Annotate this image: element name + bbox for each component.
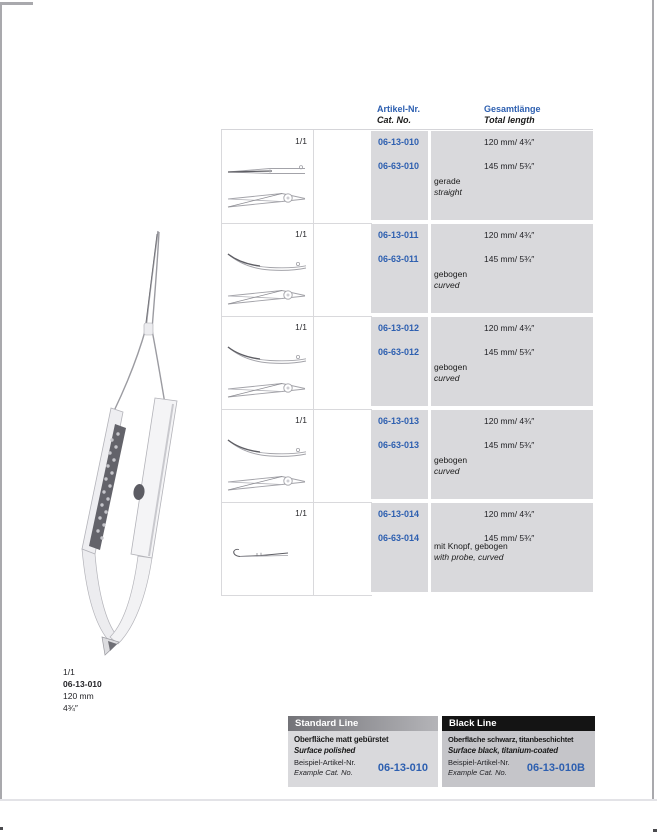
instrument-probe-curved-image (231, 544, 291, 562)
instrument-side-view-image (226, 378, 308, 402)
standard-line-box (288, 716, 438, 787)
standard-line-example-labels (294, 758, 356, 777)
catalog-number-secondary: 06-63-014 (378, 533, 420, 543)
black-line-body (442, 731, 595, 787)
caption-length-mm: 120 mm (63, 691, 94, 701)
variant-description (434, 176, 462, 198)
scale-label: 1/1 (295, 229, 307, 239)
scale-label: 1/1 (295, 322, 307, 332)
length-secondary: 145 mm/ 5¾″ (484, 440, 535, 450)
variant-description (434, 362, 467, 384)
instrument-tip-straight-image (226, 164, 308, 180)
table-row (221, 502, 593, 595)
length-primary: 120 mm/ 4¾″ (484, 509, 535, 519)
bottom-right-speck (653, 829, 657, 832)
catalog-number-primary: 06-13-013 (378, 416, 420, 426)
column-header-article-en: Cat. No. (377, 115, 412, 125)
bottom-left-speck (0, 827, 3, 830)
length-primary: 120 mm/ 4¾″ (484, 230, 535, 240)
product-caption (63, 666, 102, 714)
instrument-side-view-image (226, 285, 308, 309)
black-line-surface-en: Surface black, titanium-coated (448, 746, 558, 755)
scissors-product-image (55, 228, 195, 660)
variant-description (434, 541, 508, 563)
standard-line-body (288, 731, 438, 787)
caption-length-inch: 4¾″ (63, 703, 78, 713)
black-line-example-number: 06-13-010B (526, 761, 585, 774)
standard-line-example-number: 06-13-010 (377, 761, 428, 774)
column-header-article-de: Artikel-Nr. (377, 104, 421, 114)
standard-line-title: Standard Line (288, 716, 438, 731)
grid-line (221, 595, 372, 596)
black-line-example-row (448, 758, 589, 777)
length-secondary: 145 mm/ 5¾″ (484, 533, 535, 543)
standard-line-surface-de: Oberfläche matt gebürstet (294, 735, 389, 744)
example-label-de: Beispiel-Artikel-Nr. (448, 758, 510, 767)
length-secondary: 145 mm/ 5¾″ (484, 254, 535, 264)
length-primary: 120 mm/ 4¾″ (484, 416, 535, 426)
variant-description-de: gebogen (434, 455, 468, 465)
variant-description-de: mit Knopf, gebogen (434, 541, 508, 551)
product-table (221, 130, 593, 595)
variant-description-en: with probe, curved (434, 552, 504, 562)
caption-catalog-number: 06-13-010 (63, 679, 102, 689)
left-page-border (0, 2, 2, 801)
instrument-tip-curved-image (226, 344, 308, 366)
table-row (221, 223, 593, 316)
length-secondary: 145 mm/ 5¾″ (484, 347, 535, 357)
bottom-page-border (0, 799, 657, 801)
catalog-number-primary: 06-13-012 (378, 323, 420, 333)
catalog-number-primary: 06-13-014 (378, 509, 420, 519)
catalog-number-secondary: 06-63-012 (378, 347, 420, 357)
example-label-de: Beispiel-Artikel-Nr. (294, 758, 356, 767)
column-header-article (377, 104, 420, 126)
variant-description-en: curved (434, 373, 460, 383)
variant-description-de: gebogen (434, 362, 468, 372)
catalog-number-secondary: 06-63-011 (378, 254, 419, 264)
variant-description-de: gerade (434, 176, 461, 186)
instrument-tip-curved-image (226, 251, 308, 273)
column-header-length-de: Gesamtlänge (484, 104, 541, 114)
variant-description-de: gebogen (434, 269, 468, 279)
instrument-side-view-image (226, 188, 308, 212)
variant-description-en: curved (434, 280, 460, 290)
scale-label: 1/1 (295, 508, 307, 518)
column-header-length-en: Total length (484, 115, 535, 125)
black-line-box (442, 716, 595, 787)
variant-description-en: straight (434, 187, 462, 197)
caption-scale: 1/1 (63, 667, 75, 677)
scale-label: 1/1 (295, 415, 307, 425)
right-page-border (652, 0, 654, 801)
top-left-crop-mark (0, 2, 33, 5)
instrument-side-view-image (226, 471, 308, 495)
catalog-number-secondary: 06-63-010 (378, 161, 420, 171)
length-primary: 120 mm/ 4¾″ (484, 323, 535, 333)
table-row (221, 316, 593, 409)
column-header-length (484, 104, 541, 126)
scale-label: 1/1 (295, 136, 307, 146)
black-line-title: Black Line (442, 716, 595, 731)
catalog-number-primary: 06-13-010 (378, 137, 420, 147)
variant-description (434, 269, 467, 291)
example-label-en: Example Cat. No. (448, 767, 507, 777)
length-secondary: 145 mm/ 5¾″ (484, 161, 535, 171)
table-row (221, 409, 593, 502)
example-label-en: Example Cat. No. (294, 767, 353, 777)
variant-description (434, 455, 467, 477)
standard-line-example-row (294, 758, 432, 777)
black-line-surface-de: Oberfläche schwarz, titanbeschichtet (448, 735, 574, 744)
catalog-number-primary: 06-13-011 (378, 230, 419, 240)
variant-description-en: curved (434, 466, 460, 476)
catalog-number-secondary: 06-63-013 (378, 440, 420, 450)
instrument-tip-curved-image (226, 437, 308, 459)
length-primary: 120 mm/ 4¾″ (484, 137, 535, 147)
table-row (221, 130, 593, 223)
black-line-example-labels (448, 758, 510, 777)
standard-line-surface-en: Surface polished (294, 746, 356, 755)
